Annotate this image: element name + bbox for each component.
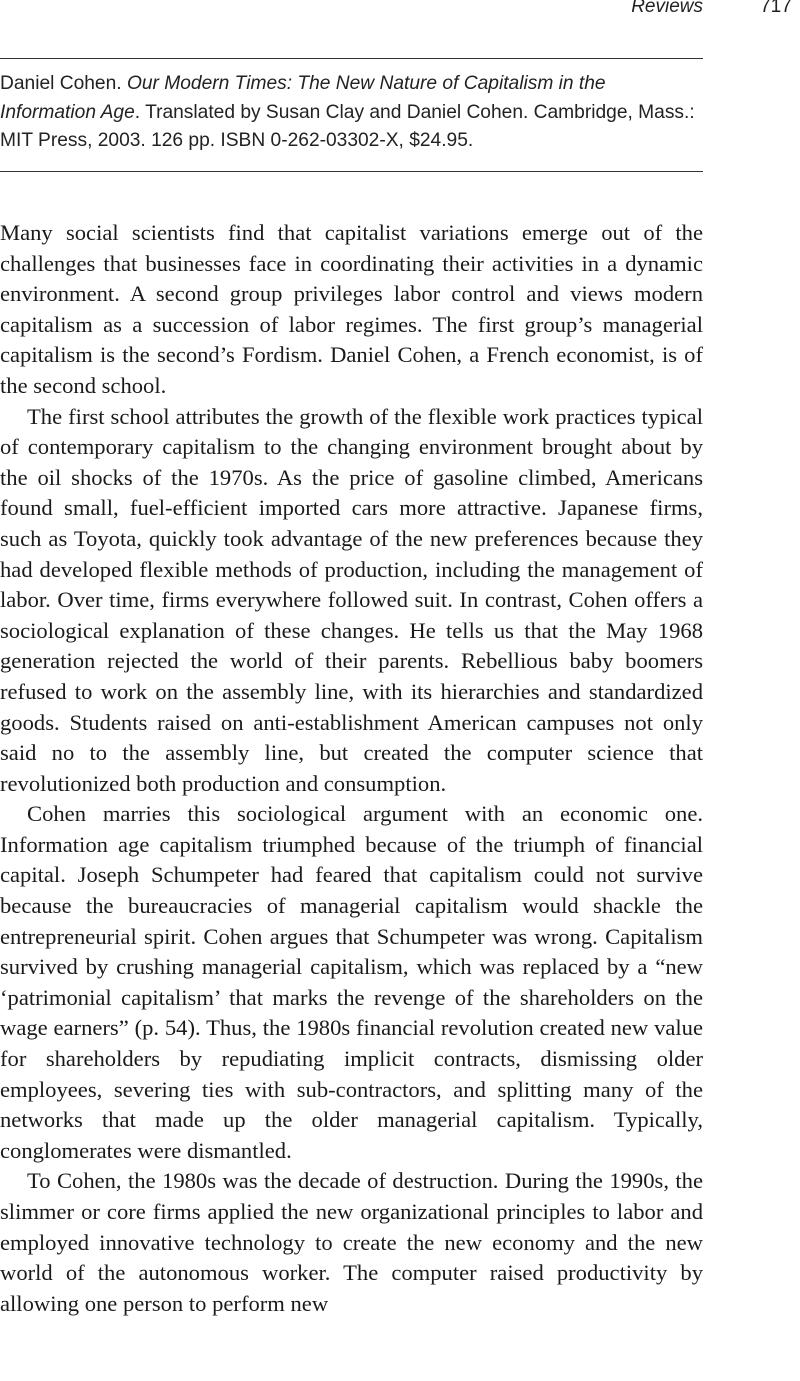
book-citation (0, 70, 706, 156)
review-body (0, 218, 703, 1319)
running-head (0, 0, 800, 26)
citation-book-title: Our Modern Times: The New Nature of Capitalism in the Information Age (0, 73, 606, 123)
review-paragraph-1: Many social scientists find that capitalist variations emerge out of the challenges that businesses face in coordinating their activities in a dynamic environment. A second group privileges labor control and views modern capitalism as a succession of labor regimes. The first group’s managerial capitalism is the second’s Fordism. Daniel Cohen, a French economist, is of the second school. (0, 220, 703, 398)
page-number: 717 (760, 0, 792, 17)
citation-author: Daniel Cohen. (0, 73, 122, 94)
review-paragraph-4: To Cohen, the 1980s was the decade of destruction. During the 1990s, the slimmer or core firms applied the new organizational principles to labor and employed innovative technology to create the new economy and the new world of the autonomous worker. The computer raised productivity by allowing one person to perform new (0, 1168, 703, 1316)
citation-bottom-rule (0, 171, 703, 172)
citation-top-rule (0, 58, 703, 59)
review-paragraph-2: The first school attributes the growth of the flexible work practices typical of contemporary capitalism to the changing environment brought about by the oil shocks of the 1970s. As the price of gasoline climbed, Americans found small, fuel-efficient imported cars more attractive. Japanese firms, such as Toyota, quickly took advantage of the new preferences because they had developed flexible methods of production, including the management of labor. Over time, firms everywhere followed suit. In contrast, Cohen offers a sociological explanation of these changes. He tells us that the May 1968 generation rejected the world of their parents. Rebellious baby boomers refused to work on the assembly line, with its hierarchies and standardized goods. Students raised on anti-establishment American campuses not only said no to the assembly line, but created the computer science that revolutionized both production and consumption. (0, 403, 703, 796)
running-head-section: Reviews (631, 0, 703, 17)
citation-details: . Translated by Susan Clay and Daniel Cohen. Cambridge, Mass.: MIT Press, 2003. 126 pp. ISBN 0-262-03302-X, $24.95. (0, 101, 695, 151)
review-paragraph-3: Cohen marries this sociological argument with an economic one. Information age capitalism triumphed because of the triumph of financial capital. Joseph Schumpeter had feared that capitalism could not survive because the bureaucracies of managerial capitalism would shackle the entrepreneurial spirit. Cohen argues that Schumpeter was wrong. Capitalism survived by crushing managerial capitalism, which was replaced by a “new ‘patrimonial capitalism’ that marks the revenge of the shareholders on the wage earners” (p. 54). Thus, the 1980s financial revolution created new value for shareholders by repudiating implicit contracts, dismissing older employees, severing ties with sub-contractors, and splitting many of the networks that made up the older managerial capitalism. Typically, conglomerates were dismantled. (0, 801, 703, 1163)
